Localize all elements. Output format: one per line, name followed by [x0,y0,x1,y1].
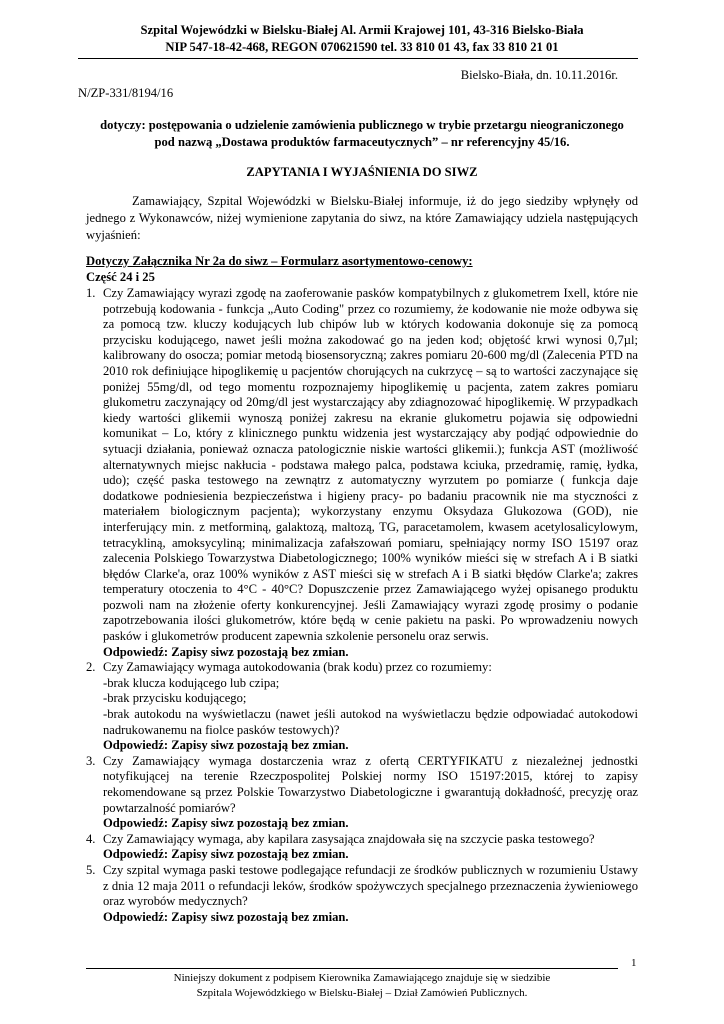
regarding-line-1: dotyczy: postępowania o udzielenie zamówienia publicznego w trybie przetargu nieograniczonego [100,118,624,132]
footer-divider [86,968,618,969]
answer: Odpowiedź: Zapisy siwz pozostają bez zmian. [103,738,349,753]
answer: Odpowiedź: Zapisy siwz pozostają bez zmian. [103,847,349,862]
letterhead [60,22,664,56]
regarding-block [86,117,638,151]
question-item [86,863,638,910]
letterhead-contact: NIP 547-18-42-468, REGON 070621590 tel. 33 810 01 43, fax 33 810 21 01 [165,40,559,54]
letterhead-address: Szpital Wojewódzki w Bielsku-Białej Al. Armii Krajowej 101, 43-316 Bielsko-Biała [140,23,584,37]
footer-line-2: Szpitala Wojewódzkiego w Bielsku-Białej – Dział Zamówień Publicznych. [196,987,528,999]
question-number: 3. [86,753,96,768]
place-and-date: Bielsko-Biała, dn. 10.11.2016r. [460,68,618,82]
question-number: 4. [86,831,96,846]
answer: Odpowiedź: Zapisy siwz pozostają bez zmian. [103,644,349,659]
page-number: 1 [631,957,637,969]
question-text: Czy szpital wymaga paski testowe podlegające refundacji ze środków publicznych w rozumieniu Ustawy z dnia 12 maja 2011 o refundacji leków, środków spożywczych specjalnego przeznaczenia żywieniowego oraz wyrobów medycznych? [103,862,638,909]
footer-line-1: Niniejszy dokument z podpisem Kierownika Zamawiającego znajduje się w siedzibie [173,972,551,984]
footer-note [86,971,638,1001]
answer: Odpowiedź: Zapisy siwz pozostają bez zmian. [103,909,349,924]
questions-list [86,286,638,925]
question-text: Czy Zamawiający wymaga autokodowania (brak kodu) przez co rozumiemy: [103,660,492,675]
header-divider [78,58,638,59]
question-item [86,660,638,738]
question-number: 5. [86,862,96,877]
question-item [86,754,638,816]
part-label: Część 24 i 25 [86,270,155,284]
question-item [86,286,638,645]
question-subline: -brak przycisku kodującego; [103,691,247,706]
question-number: 1. [86,286,96,300]
question-subline: -brak autokodu na wyświetlaczu (nawet jeśli autokod na wyświetlaczu będzie odpowiadać autokodowi nadrukowanemu na fiolce pasków testowych)? [103,707,638,737]
answer: Odpowiedź: Zapisy siwz pozostają bez zmian. [103,816,349,831]
question-text: Czy Zamawiający wymaga dostarczenia wraz z ofertą CERTYFIKATU z niezależnej jednostki notyfikującej na terenie Rzeczpospolitej Polskiej normy ISO 15197:2015, której to zapisy rekomendowane są przez Polskie Towarzystwo Diabetologiczne i gwarantują dokładność, precyzję oraz powtarzalność pomiarów? [103,753,638,815]
question-text: Czy Zamawiający wyrazi zgodę na zaoferowanie pasków kompatybilnych z glukometrem Ixell, które nie potrzebują kodowania - funkcja „Auto Coding" przez co rozumiemy, że kodowanie nie może odbywa się za pomocą tzw. kluczy kodujących lub chipów lub w których kodowania dokonuje się za pomocą przycisku kodującego, nawet jeśli można zakodować go na jeden kod; objętość krwi wynosi 0,7µl; kalibrowany do osocza; pomiar metodą biosensoryczną; zakres pomiaru 20-600 mg/dl (Zalecenia PTD na 2010 rok definiujące hipoglikemię u pacjentów chorujących na cukrzycę – są to wartości zaczynające się poniżej 55mg/dl, od tego momentu rozpoznajemy hipoglikemię u pacjenta, zatem zakres pomiaru glukometru zaczynający od 20mg/dl jest wystarczający aby zdiagnozować hipoglikemię. W przypadkach kiedy wartości glikemii wynoszą poniżej zakresu na ekranie glukometru pojawia się odpowiedni komunikat – Lo, który z klinicznego punktu widzenia jest wystarczający aby podjąć odpowiednie do sytuacji działania, ponieważ oznacza patologicznie niskie wartości glikemii.); funkcja AST (możliwość alternatywnych miejsc nakłucia - podstawa małego palca, podstawa kciuka, przedramię, ramię, łydka, udo); część paska testowego na zewnątrz z automatyczny wyrzutem po pomiarze ( funkcja daje dodatkowe podniesienia bezpieczeństwa i higieny pracy- po badaniu pracownik nie ma styczności z materiałem biologicznym pacjenta); wykorzystany enzymu Oksydaza Glukozowa (GOD), nie interferujący min. z metforminą, galaktozą, maltozą, TG, paracetamolem, kwasem acetylosalicylowym, tetracykliną, amoksycyliną; minimalizacja zafałszowań pomiaru, spełniający normy ISO 15197 oraz zalecenia Polskiego Towarzystwa Diabetologicznego; 100% wyników mieści się w strefach A i B siatki błędów Clarke'a, oraz 100% wyników z AST mieści się w strefach A i B siatki błędów Clarke'a; zakres temperatury otoczenia to 4°C - 40°C? Dopuszczenie przez Zamawiającego wyżej opisanego produktu pozwoli nam na złożenie oferty konkurencyjnej. Jeśli Zamawiający wyrazi zgodę prosimy o podanie zapotrzebowania ilości glukometrów, które będą w cenie pakietu na paski. Po wprowadzeniu nowych pasków i glukometrów producent zapewnia szkolenie personelu oraz serwis. [103,286,638,644]
question-item [86,832,638,848]
question-number: 2. [86,660,96,675]
document-title: ZAPYTANIA I WYJAŚNIENIA DO SIWZ [246,165,478,179]
question-text: Czy Zamawiający wymaga, aby kapilara zasysająca znajdowała się na szczycie paska testowego? [103,831,595,846]
reference-number: N/ZP-331/8194/16 [78,86,174,100]
section-title: Dotyczy Załącznika Nr 2a do siwz – Formularz asortymentowo-cenowy: [86,254,473,268]
regarding-line-2: pod nazwą „Dostawa produktów farmaceutycznych” – nr referencyjny 45/16. [154,135,570,149]
intro-paragraph: Zamawiający, Szpital Wojewódzki w Bielsku-Białej informuje, iż do jego siedziby wpłynęły od jednego z Wykonawców, niżej wymienione zapytania do siwz, na które Zamawiający udziela następujących wyjaśnień: [86,194,638,242]
question-subline: -brak klucza kodującego lub czipa; [103,675,280,690]
